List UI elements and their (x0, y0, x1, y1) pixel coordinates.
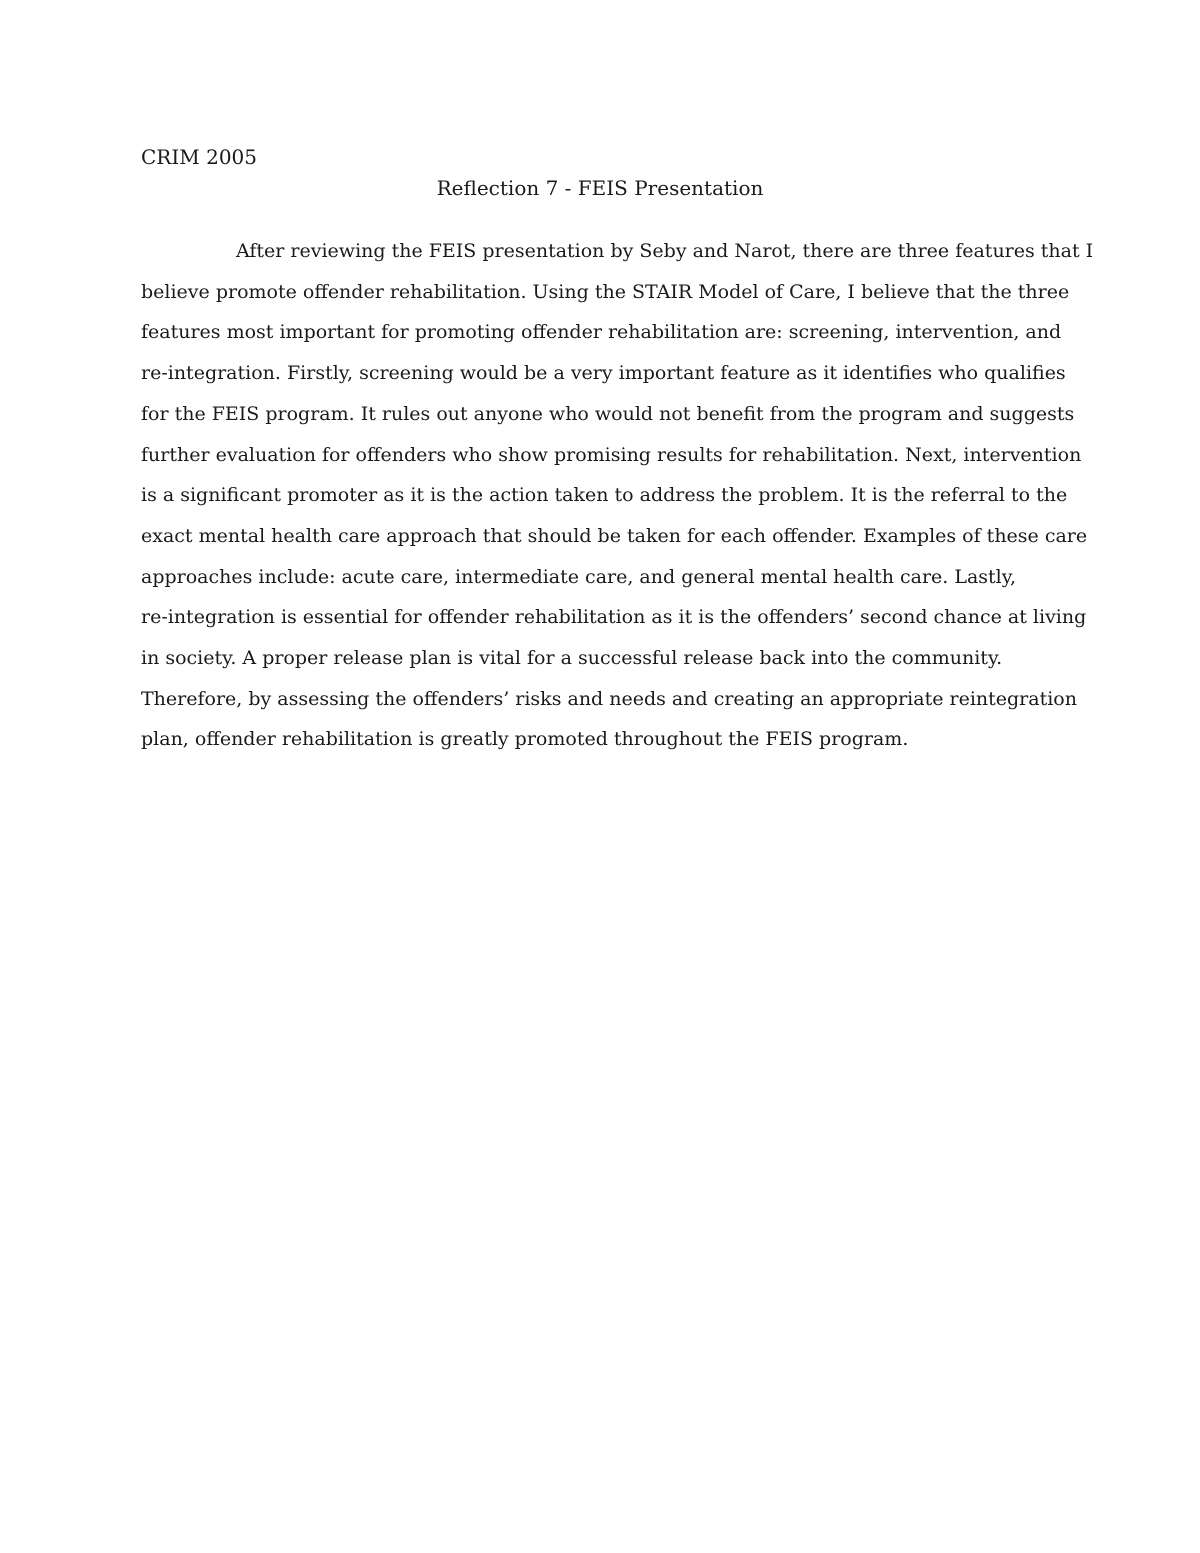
paragraph-line: further evaluation for offenders who show promising results for rehabilitation. Next, intervention (141, 443, 1082, 466)
document-title: Reflection 7 - FEIS Presentation (436, 176, 764, 200)
paragraph-line: re-integration is essential for offender rehabilitation as it is the offenders’ second chance at living (141, 606, 1087, 629)
paragraph-line: for the FEIS program. It rules out anyone who would not benefit from the program and suggests (141, 402, 1075, 425)
paragraph-line: Therefore, by assessing the offenders’ risks and needs and creating an appropriate reintegration (141, 687, 1077, 710)
paragraph-line: exact mental health care approach that should be taken for each offender. Examples of these care (141, 524, 1088, 547)
course-code: CRIM 2005 (141, 145, 257, 169)
paragraph-line: re-integration. Firstly, screening would be a very important feature as it identifies who qualifies (141, 362, 1066, 385)
paragraph-line: is a significant promoter as it is the action taken to address the problem. It is the referral to the (141, 484, 1068, 507)
paragraph-line: in society. A proper release plan is vital for a successful release back into the community. (141, 647, 1003, 670)
paragraph-line: features most important for promoting offender rehabilitation are: screening, intervention, and (141, 321, 1062, 344)
paragraph-line: After reviewing the FEIS presentation by Seby and Narot, there are three features that I (236, 240, 1094, 262)
paragraph-line: approaches include: acute care, intermediate care, and general mental health care. Lastly, (141, 565, 1017, 588)
paragraph-line: believe promote offender rehabilitation. Using the STAIR Model of Care, I believe that the three (141, 280, 1070, 303)
paragraph-line: plan, offender rehabilitation is greatly promoted throughout the FEIS program. (141, 728, 909, 751)
body-paragraph (141, 231, 1094, 760)
